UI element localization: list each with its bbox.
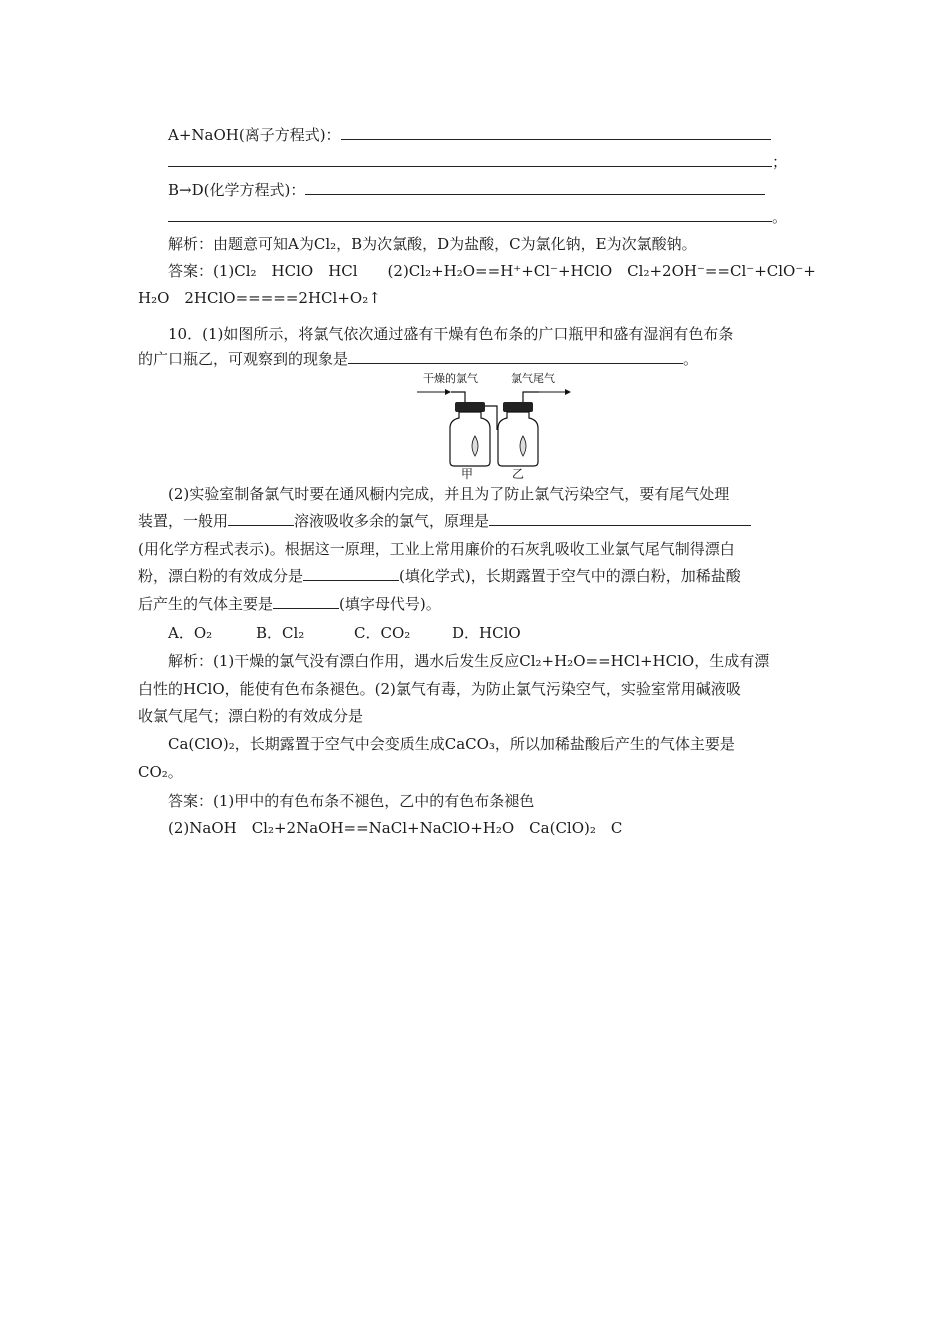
q10-analysis-text-2: 白性的HClO，能使有色布条褪色。(2)氯气有毒，为防止氯气污染空气，实验室常用碱液吸 — [138, 680, 741, 698]
q10-part2-line-5 — [138, 594, 441, 614]
q10-analysis-text-5: CO₂。 — [138, 763, 183, 781]
q10-part2-text-4a: 粉，漂白粉的有效成分是 — [138, 567, 304, 585]
q10-part1-text-2: 的广口瓶乙，可观察到的现象是 — [138, 350, 349, 368]
q10-part2-text-2a: 装置，一般用 — [138, 512, 229, 530]
q9-answer-prefix: 答案： — [168, 262, 214, 280]
q9-analysis-text: 由题意可知A为Cl₂，B为次氯酸，D为盐酸，C为氯化钠，E为次氯酸钠。 — [213, 235, 697, 253]
answer-blank[interactable] — [168, 207, 772, 222]
q9-line-end-2: 。 — [772, 208, 788, 226]
answer-blank[interactable] — [273, 594, 339, 609]
q9-analysis — [168, 234, 697, 254]
q10-analysis-line-5 — [138, 762, 183, 782]
answer-blank[interactable] — [348, 349, 683, 364]
bottle-yi — [498, 392, 539, 466]
q10-part2-text-5b: (填字母代号)。 — [339, 595, 441, 613]
q10-analysis-line-4 — [168, 734, 735, 754]
gas-bottles-figure — [415, 370, 575, 480]
q10-part2-text-1: (2)实验室制备氯气时要在通风橱内完成，并且为了防止氯气污染空气，要有尾气处理 — [168, 485, 730, 503]
q9-a-naoh-line — [168, 125, 771, 145]
inlet-arrow — [417, 389, 451, 395]
q10-part1-end: 。 — [683, 350, 699, 368]
q9-analysis-prefix: 解析： — [168, 235, 214, 253]
q10-part1-line-1 — [168, 324, 733, 344]
q9-a-naoh-line-2 — [168, 152, 787, 172]
q10-part2-line-4 — [138, 566, 741, 586]
q10-options — [168, 623, 521, 643]
outlet-arrow — [539, 389, 571, 395]
q10-part1-text-1: (1)如图所示，将氯气依次通过盛有干燥有色布条的广口瓶甲和盛有湿润有色布条 — [202, 325, 734, 343]
bottle-label-jia: 甲 — [460, 467, 474, 480]
q10-analysis-text-1: 解析：(1)干燥的氯气没有漂白作用，遇水后发生反应Cl₂+H₂O==HCl+HClO，生成有漂 — [168, 652, 770, 670]
q10-part1-line-2 — [138, 349, 698, 369]
q9-b-d-label: B→D(化学方程式)： — [168, 181, 306, 199]
option-b[interactable]: B．Cl₂ — [256, 624, 305, 642]
q9-answer-line-2 — [138, 288, 381, 308]
q10-answer-line-1 — [168, 791, 534, 811]
q9-a-naoh-label: A+NaOH(离子方程式)： — [168, 126, 341, 144]
q10-number: 10． — [168, 325, 203, 343]
answer-blank[interactable] — [489, 511, 751, 526]
answer-blank[interactable] — [228, 511, 294, 526]
q10-analysis-line-1 — [168, 651, 769, 671]
q9-answer-text-1: (1)Cl₂ HClO HCl (2)Cl₂+H₂O==H⁺+Cl⁻+HClO Cl₂+2OH⁻==Cl⁻+ClO⁻+ — [213, 262, 816, 280]
q10-analysis-text-4: Ca(ClO)₂，长期露置于空气中会变质生成CaCO₃，所以加稀盐酸后产生的气体主要是 — [168, 735, 735, 753]
q9-line-end-1: ； — [772, 153, 788, 171]
bottle-label-yi: 乙 — [511, 467, 525, 480]
q9-b-d-line — [168, 180, 765, 200]
q10-analysis-line-3 — [138, 706, 363, 726]
answer-blank[interactable] — [168, 152, 772, 167]
bottle-jia — [450, 392, 497, 466]
q9-answer-text-2: H₂O 2HClO=====2HCl+O₂↑ — [138, 289, 381, 307]
q10-part2-text-3: (用化学方程式表示)。根据这一原理，工业上常用廉价的石灰乳吸收工业氯气尾气制得漂白 — [138, 540, 735, 558]
q10-answer-line-2 — [168, 818, 622, 838]
q10-part2-text-4b: (填化学式)，长期露置于空气中的漂白粉，加稀盐酸 — [399, 567, 741, 585]
option-d[interactable]: D．HClO — [452, 624, 521, 642]
q10-answer-text-1: 答案：(1)甲中的有色布条不褪色，乙中的有色布条褪色 — [168, 792, 535, 810]
q9-answer-line-1 — [168, 261, 816, 281]
option-c[interactable]: C．CO₂ — [354, 624, 411, 642]
q10-answer-text-2: (2)NaOH Cl₂+2NaOH==NaCl+NaClO+H₂O Ca(ClO)₂ C — [168, 819, 623, 837]
q10-analysis-text-3: 收氯气尾气；漂白粉的有效成分是 — [138, 707, 364, 725]
q10-part2-line-3 — [138, 539, 735, 559]
figure-label-tail-gas: 氯气尾气 — [511, 372, 555, 385]
q10-analysis-line-2 — [138, 679, 741, 699]
q10-part2-text-2b: 溶液吸收多余的氯气，原理是 — [294, 512, 490, 530]
q10-part2-line-2 — [138, 511, 751, 531]
answer-blank[interactable] — [341, 125, 771, 140]
answer-blank[interactable] — [303, 566, 399, 581]
q9-b-d-line-2 — [168, 207, 787, 227]
figure-label-dry-chlorine: 干燥的氯气 — [423, 372, 478, 385]
q10-part2-line-1 — [168, 484, 729, 504]
answer-blank[interactable] — [305, 180, 765, 195]
q10-part2-text-5a: 后产生的气体主要是 — [138, 595, 274, 613]
option-a[interactable]: A．O₂ — [168, 624, 213, 642]
